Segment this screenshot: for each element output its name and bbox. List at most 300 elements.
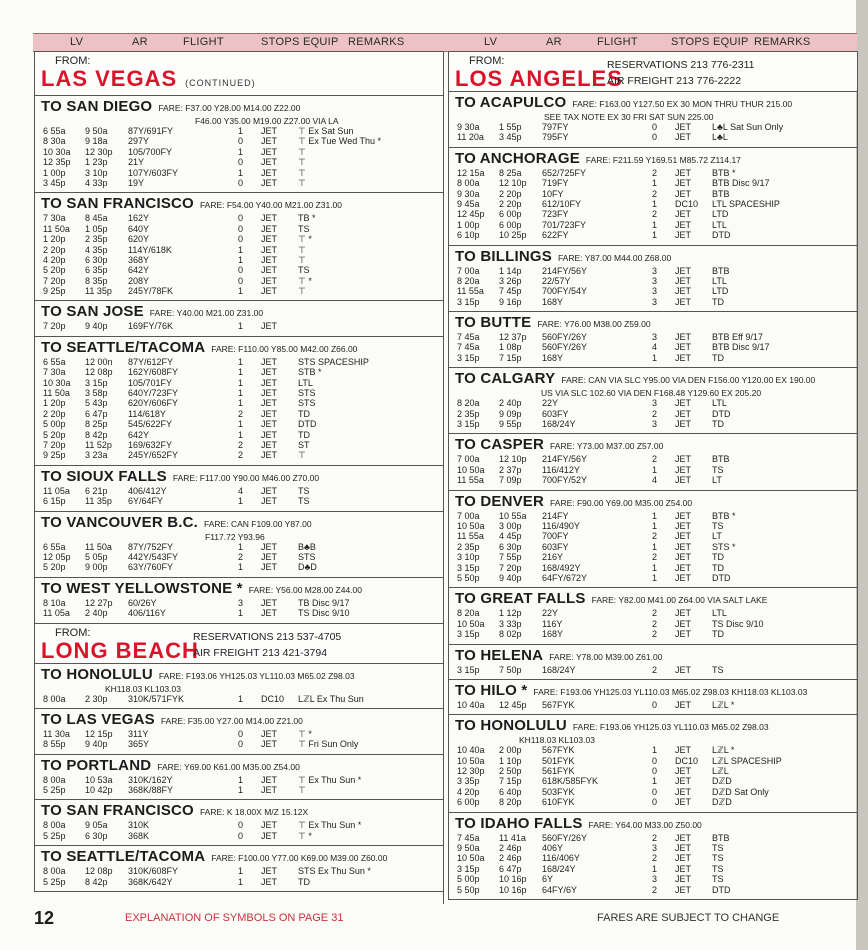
flight-rem: STS * (712, 541, 736, 552)
destination-block (448, 311, 858, 367)
flight-row (449, 199, 857, 209)
flight-equip: DC10 (675, 198, 699, 209)
flight-ar: 11 50a (85, 541, 112, 552)
flight-row (449, 454, 857, 464)
flight-row (35, 729, 443, 739)
flight-ar: 3 26p (499, 275, 522, 286)
flight-row (35, 866, 443, 876)
flight-row (35, 245, 443, 255)
flight-ar: 7 55p (499, 552, 522, 563)
flight-equip: JET (675, 188, 692, 199)
flight-flight: 603FY (542, 541, 569, 552)
origin-header (448, 51, 858, 91)
destination-block (34, 336, 444, 465)
flight-equip: JET (261, 728, 278, 739)
fare-line: FARE: Y82.00 M41.00 Z64.00 VIA SALT LAKE (591, 595, 768, 606)
flight-stops: 1 (238, 496, 244, 507)
destination-heading (449, 647, 857, 665)
flight-stops: 0 (238, 275, 244, 286)
flight-lv: 9 25p (43, 450, 66, 461)
flight-flight: 168/24Y (542, 863, 576, 874)
destination-name: TO SAN JOSE (41, 303, 144, 321)
header-stops-equip: STOPS EQUIP (671, 36, 749, 48)
flight-ar: 10 16p (499, 874, 527, 885)
flight-flight: 561FYK (542, 766, 575, 777)
flight-ar: 2 46p (499, 843, 522, 854)
flight-flight: 162Y/608FY (128, 367, 179, 378)
origin-contact-info: RESERVATIONS 213 537-4705 (193, 630, 342, 643)
flight-equip: JET (261, 785, 278, 796)
flight-lv: 8 20a (457, 275, 480, 286)
flight-rem: LTL SPACESHIP (712, 198, 780, 209)
flight-stops: 1 (238, 254, 244, 265)
flight-flight: 105/701FY (128, 377, 173, 388)
fare-line: FARE: F37.00 Y28.00 M14.00 Z22.00 (158, 103, 301, 113)
flight-stops: 0 (652, 786, 658, 797)
flight-flight: 406/412Y (128, 485, 167, 496)
timetable-column-left (34, 51, 444, 904)
flight-ar: 11 41a (499, 832, 526, 843)
flight-stops: 0 (238, 157, 244, 168)
flight-lv: 10 50a (457, 464, 485, 475)
flight-flight: 87Y/691FY (128, 126, 174, 136)
flight-row (449, 756, 857, 766)
header-remarks: REMARKS (348, 36, 405, 48)
flight-row (35, 739, 443, 749)
flight-stops: 1 (652, 562, 658, 573)
flight-equip: JET (675, 520, 692, 531)
flight-row (449, 266, 857, 276)
flight-rem: LTD (712, 286, 729, 297)
flight-lv: 7 30a (43, 213, 66, 224)
flight-row (449, 511, 857, 521)
flight-lv: 1 00p (457, 219, 480, 230)
flight-ar: 1 14p (499, 265, 522, 276)
flight-stops: 1 (238, 126, 244, 136)
flight-lv: 5 00p (457, 874, 480, 885)
flight-rem: BTB (712, 454, 730, 465)
flight-stops: 0 (652, 797, 658, 808)
flight-ar: 2 40p (499, 398, 522, 409)
flight-row (35, 265, 443, 275)
flight-rem: TD (298, 876, 310, 887)
destination-heading (449, 717, 857, 735)
flight-flight: 6Y/64FY (128, 496, 164, 507)
flight-rem: TS (712, 863, 724, 874)
flight-stops: 1 (652, 745, 658, 756)
flight-ar: 6 00p (499, 209, 522, 220)
flight-stops: 2 (652, 629, 658, 640)
flight-equip: JET (675, 664, 692, 675)
flight-row (449, 665, 857, 675)
origin-from-label: FROM: (469, 55, 505, 67)
flight-equip: JET (675, 209, 692, 220)
flight-ar: 6 40p (499, 786, 522, 797)
destination-heading (35, 802, 443, 820)
flight-ar: 1 23p (85, 157, 108, 168)
flight-equip: JET (261, 551, 278, 562)
flight-ar: 2 35p (85, 234, 108, 245)
flight-equip: JET (675, 608, 692, 619)
flight-stops: 0 (652, 132, 658, 143)
fare-line: FARE: Y69.00 K61.00 M35.00 Z54.00 (157, 761, 300, 772)
flight-equip: JET (261, 377, 278, 388)
flight-ar: 12 08p (85, 866, 113, 877)
flight-stops: 0 (652, 122, 658, 132)
destination-heading (449, 682, 857, 700)
flight-ar: 5 43p (85, 398, 108, 409)
flight-rem: L♣L Sat Sun Only (712, 122, 784, 132)
flight-flight: 60/26Y (128, 597, 157, 608)
flight-flight: 310K/162Y (128, 774, 173, 785)
flight-lv: 9 45a (457, 198, 480, 209)
destination-name: TO HILO * (455, 681, 528, 699)
flight-lv: 10 50a (457, 755, 485, 766)
flight-ar: 9 40p (85, 739, 108, 750)
flight-ar: 12 00n (85, 356, 113, 367)
flight-row (449, 766, 857, 776)
destination-heading (35, 711, 443, 729)
flight-row (449, 189, 857, 199)
flight-ar: 10 53a (85, 774, 113, 785)
flight-flight: 64FY/6Y (542, 884, 578, 895)
flight-row (35, 409, 443, 419)
flight-ar: 7 15p (499, 352, 522, 363)
flight-stops: 4 (652, 342, 658, 353)
flight-lv: 10 30a (43, 377, 71, 388)
flight-equip: JET (675, 178, 692, 189)
flight-stops: 0 (238, 728, 244, 739)
flight-flight: 116/412Y (542, 464, 580, 475)
fare-line-continued: KH118.03 KL103.03 (519, 735, 595, 746)
flight-rem: ⊤ Ex Thu Sun * (298, 820, 362, 831)
flight-ar: 6 30p (499, 541, 522, 552)
flight-flight: 501FYK (542, 755, 575, 766)
flight-ar: 1 55p (499, 122, 522, 132)
flight-ar: 2 20p (499, 188, 522, 199)
flight-lv: 7 00a (457, 510, 480, 521)
header-ar: AR (132, 36, 148, 48)
flight-flight: 642Y (128, 429, 150, 440)
flight-lv: 10 50a (457, 853, 485, 864)
flight-lv: 12 05p (43, 551, 71, 562)
flight-row (35, 820, 443, 830)
flight-stops: 1 (652, 520, 658, 531)
flight-stops: 0 (238, 136, 244, 147)
fare-line-continued: US VIA SLC 102.60 VIA DEN F168.48 Y129.60 EX 205.20 (541, 388, 762, 399)
flight-lv: 10 40a (457, 699, 485, 710)
flight-row (449, 745, 857, 755)
flight-ar: 6 21p (85, 485, 108, 496)
flight-lv: 8 55p (43, 739, 66, 750)
flight-equip: JET (675, 531, 692, 542)
flight-rem: DℤD Sat Only (712, 786, 769, 797)
flight-flight: 700FY/52Y (542, 475, 588, 486)
flight-flight: 310K/608FY (128, 866, 179, 877)
destination-heading (449, 815, 857, 833)
destination-name: TO ANCHORAGE (455, 149, 580, 167)
flight-row (35, 213, 443, 223)
flight-lv: 7 00a (457, 265, 480, 276)
flight-rem: ⊤ (298, 177, 306, 188)
flight-rem: TD (712, 352, 724, 363)
flight-lv: 5 20p (43, 265, 66, 276)
flight-ar: 11 35p (85, 496, 112, 507)
flight-flight: 245Y/78FK (128, 286, 174, 297)
flight-lv: 2 20p (43, 408, 66, 419)
flight-rem: TS (712, 843, 724, 854)
flight-row (35, 785, 443, 795)
header-remarks: REMARKS (754, 36, 811, 48)
flight-rem: DTD (712, 884, 731, 895)
flight-lv: 3 15p (457, 296, 480, 307)
flight-equip: JET (675, 419, 692, 430)
flight-equip: JET (261, 275, 278, 286)
flight-flight: 19Y (128, 177, 145, 188)
flight-ar: 2 50p (499, 766, 522, 777)
fare-line-continued: SEE TAX NOTE EX 30 FRI SAT SUN 225.00 (544, 112, 714, 122)
flight-row (35, 440, 443, 450)
fare-line: FARE: F35.00 Y27.00 M14.00 Z21.00 (160, 715, 303, 726)
flight-equip: JET (675, 296, 692, 307)
destination-heading (449, 436, 857, 454)
flight-rem: LTL (712, 608, 727, 619)
destination-block (448, 91, 858, 147)
flight-rem: LTL (712, 398, 727, 409)
flight-flight: 168/492Y (542, 562, 581, 573)
flight-lv: 2 35p (457, 408, 480, 419)
flight-flight: 368Y (128, 254, 150, 265)
origin-contact-info: RESERVATIONS 213 776-2311 (607, 59, 755, 71)
flight-equip: JET (261, 876, 278, 887)
flight-rem: TS (712, 874, 724, 885)
flight-row (35, 178, 443, 188)
header-flight: FLIGHT (597, 36, 638, 48)
flight-equip: JET (261, 213, 278, 224)
flight-ar: 3 15p (85, 377, 108, 388)
fare-line: FARE: Y56.00 M28.00 Z44.00 (248, 584, 362, 595)
flight-rem: DTD (712, 572, 731, 583)
flight-lv: 5 25p (43, 830, 66, 841)
destination-block (34, 708, 444, 754)
flight-ar: 9 09p (499, 408, 522, 419)
flight-rem: BTB (712, 832, 730, 843)
flight-equip: JET (261, 429, 278, 440)
flight-lv: 6 55a (43, 126, 66, 136)
flight-flight: 612/10FY (542, 198, 582, 209)
flight-stops: 1 (238, 356, 244, 367)
flight-flight: 560FY/26Y (542, 832, 588, 843)
flight-lv: 8 20a (457, 608, 480, 619)
flight-ar: 5 05p (85, 551, 108, 562)
flight-ar: 4 33p (85, 177, 108, 188)
origin-contact-info: AIR FREIGHT 213 776-2222 (607, 75, 742, 87)
flight-equip: JET (261, 830, 278, 841)
flight-rem: TS (712, 853, 724, 864)
flight-rem: TS (298, 496, 310, 507)
flight-flight: 797FY (542, 122, 569, 132)
flight-ar: 7 50p (499, 664, 522, 675)
flight-row (449, 573, 857, 583)
flight-rem: TS Disc 9/10 (298, 608, 350, 619)
destination-block (448, 587, 858, 643)
destination-name: TO HONOLULU (455, 717, 567, 735)
flight-rem: LT (712, 531, 722, 542)
flight-rem: BTB Eff 9/17 (712, 332, 763, 343)
flight-row (35, 542, 443, 552)
flight-lv: 3 15p (457, 863, 480, 874)
flight-lv: 5 00p (43, 419, 66, 430)
flight-rem: STS Ex Thu Sun * (298, 866, 371, 877)
flight-equip: JET (675, 745, 692, 756)
flight-flight: 618K/585FYK (542, 776, 599, 787)
destination-block (448, 433, 858, 489)
flight-rem: ⊤ (298, 167, 306, 178)
flight-row (449, 230, 857, 240)
flight-equip: JET (261, 450, 278, 461)
flight-lv: 7 30a (43, 367, 66, 378)
flight-rem: DℤD (712, 797, 732, 808)
flight-stops: 2 (652, 618, 658, 629)
flight-flight: 620Y (128, 234, 150, 245)
flight-flight: 700FY (542, 531, 569, 542)
flight-ar: 6 30p (85, 830, 108, 841)
flight-rem: LℤL * (712, 745, 735, 756)
flight-rem: B♣B (298, 541, 316, 552)
flight-stops: 1 (652, 178, 658, 189)
flight-lv: 11 55a (457, 531, 484, 542)
flight-ar: 3 33p (499, 618, 522, 629)
origin-header (34, 51, 444, 95)
flight-stops: 0 (238, 265, 244, 276)
flight-row (449, 409, 857, 419)
flight-lv: 5 20p (43, 562, 66, 573)
flight-flight: 620Y/606FY (128, 398, 179, 409)
fare-line-continued: F117.72 Y93.96 (205, 531, 265, 542)
flight-lv: 7 20p (43, 321, 66, 332)
flight-lv: 8 00a (43, 774, 66, 785)
flight-lv: 10 50a (457, 618, 485, 629)
fare-line: FARE: CAN VIA SLC Y95.00 VIA DEN F156.00 Y120.00 EX 190.00 (561, 375, 816, 386)
flight-lv: 9 50a (457, 843, 480, 854)
destination-heading (449, 590, 857, 608)
flight-flight: 10FY (542, 188, 564, 199)
flight-equip: DC10 (261, 693, 285, 704)
destination-name: TO SAN DIEGO (41, 98, 153, 115)
destination-name: TO BILLINGS (455, 247, 552, 265)
flight-rem: ⊤ * (298, 275, 312, 286)
flight-row (35, 136, 443, 146)
flight-lv: 3 15p (457, 352, 480, 363)
flight-row (35, 598, 443, 608)
flight-flight: 795FY (542, 132, 569, 143)
flight-flight: 310K/571FYK (128, 693, 185, 704)
destination-name: TO BUTTE (455, 314, 532, 332)
flight-stops: 0 (238, 223, 244, 234)
destination-name: TO GREAT FALLS (455, 590, 586, 608)
destination-name: TO ACAPULCO (455, 94, 567, 111)
destination-name: TO PORTLAND (41, 756, 152, 774)
flight-ar: 10 16p (499, 884, 527, 895)
flight-equip: JET (675, 408, 692, 419)
destination-name: TO SEATTLE/TACOMA (41, 338, 206, 356)
flight-rem: DTD (712, 230, 731, 241)
flight-row (449, 465, 857, 475)
header-flight: FLIGHT (183, 36, 224, 48)
flight-stops: 1 (652, 776, 658, 787)
flight-rem: ⊤ (298, 785, 306, 796)
flight-flight: 610FYK (542, 797, 575, 808)
flight-stops: 2 (652, 832, 658, 843)
flight-equip: JET (261, 244, 278, 255)
flight-equip: JET (261, 496, 278, 507)
flight-ar: 3 00p (499, 520, 522, 531)
flight-equip: JET (675, 230, 692, 241)
flight-ar: 2 20p (499, 198, 522, 209)
flight-rem: BTB Disc 9/17 (712, 342, 770, 353)
flight-flight: 169FY/76K (128, 321, 174, 332)
destination-heading (35, 848, 443, 866)
header-lv: LV (70, 36, 84, 48)
destination-heading (449, 370, 857, 388)
origin-contact-info: AIR FREIGHT 213 421-3794 (193, 646, 328, 659)
flight-ar: 9 18a (85, 136, 108, 147)
column-header-bar (33, 33, 857, 52)
flight-stops: 0 (238, 213, 244, 224)
flight-lv: 7 45a (457, 342, 480, 353)
flight-rem: STS (298, 388, 316, 399)
flight-row (449, 122, 857, 132)
flight-flight: 640Y/723FY (128, 388, 179, 399)
flight-lv: 5 25p (43, 785, 66, 796)
flight-flight: 365Y (128, 739, 150, 750)
destination-heading (449, 314, 857, 332)
flight-equip: JET (675, 275, 692, 286)
flight-ar: 8 42p (85, 429, 108, 440)
flight-stops: 1 (238, 321, 244, 332)
flight-flight: 245Y/652FY (128, 450, 179, 461)
flight-lv: 11 05a (43, 608, 70, 619)
flight-flight: 114Y/618K (128, 244, 172, 255)
flight-rem: TS (298, 265, 310, 276)
flight-flight: 168/24Y (542, 419, 576, 430)
flight-row (449, 178, 857, 188)
flight-stops: 1 (652, 464, 658, 475)
destination-name: TO SEATTLE/TACOMA (41, 848, 206, 866)
flight-flight: 503FYK (542, 786, 575, 797)
flight-equip: JET (675, 475, 692, 486)
flight-equip: JET (261, 562, 278, 573)
flight-row (35, 126, 443, 136)
flight-stops: 1 (238, 866, 244, 877)
flight-rem: BTB (712, 265, 730, 276)
flight-row (35, 877, 443, 887)
flight-ar: 8 20p (499, 797, 522, 808)
flight-stops: 2 (652, 664, 658, 675)
flight-row (35, 157, 443, 167)
destination-block (34, 663, 444, 708)
flight-equip: JET (675, 219, 692, 230)
flight-lv: 10 30a (43, 146, 71, 157)
flight-lv: 11 20a (457, 132, 484, 143)
flight-lv: 2 20p (43, 244, 66, 255)
flight-flight: 603FY (542, 408, 569, 419)
flight-flight: 723FY (542, 209, 569, 220)
flight-stops: 3 (652, 398, 658, 409)
flight-lv: 12 30p (457, 766, 485, 777)
flight-stops: 1 (652, 510, 658, 521)
flight-equip: JET (675, 167, 692, 178)
